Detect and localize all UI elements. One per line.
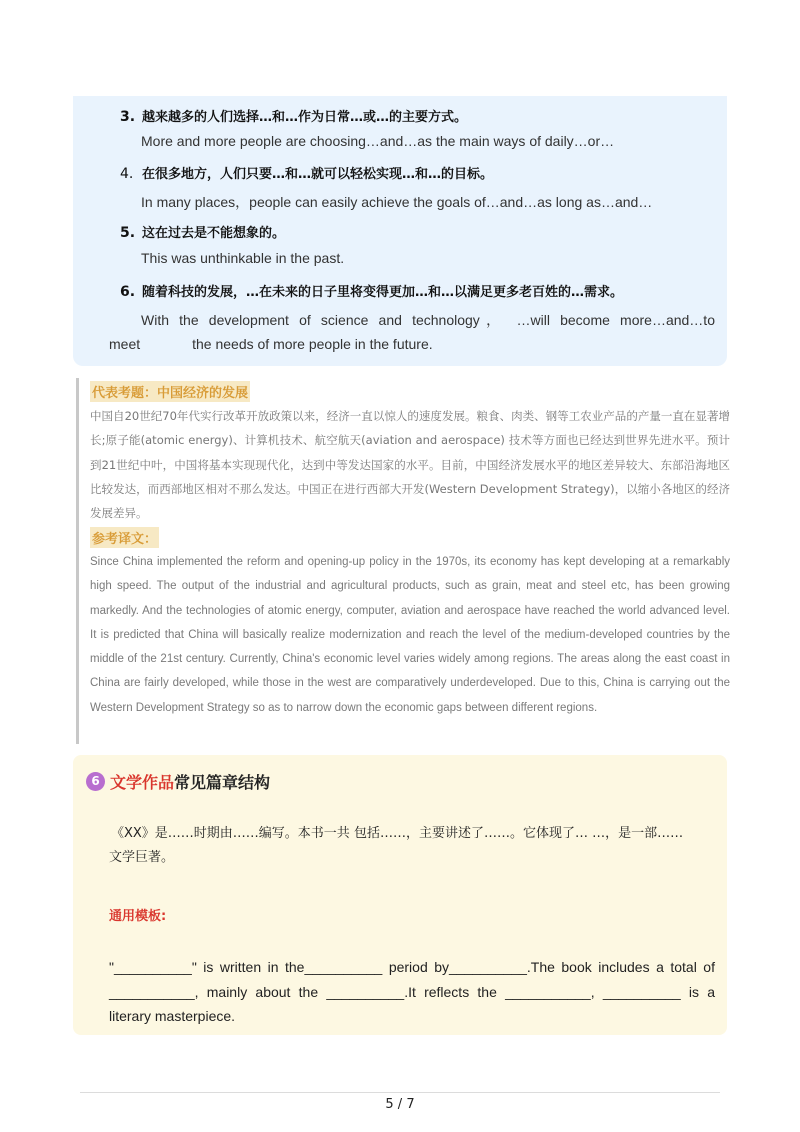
page-number: 5 / 7	[385, 1097, 415, 1112]
sentence-4-en: In many places，people can easily achieve the goals of…and…as long as…and…	[141, 194, 653, 210]
sentence-5-en: This was unthinkable in the past.	[141, 250, 345, 266]
sentence-4-zh: 4. 在很多地方，人们只要…和…就可以轻松实现…和…的目标。	[120, 166, 494, 182]
footer-divider	[80, 1092, 720, 1093]
reference-translation-text: Since China implemented the reform and opening-up policy in the 1970s, its economy has kept developing at a remarkably high speed. The output of the industrial and agricultural products, such as grain, meat and steel etc, has been growing markedly. And the technologies of atomic energy, computer, aviation and aerospace have reached the world advanced level. It is predicted that China will basically realize modernization and reach the level of the medium-developed countries by the middle of the 21st century. Currently, China's economic level varies widely among regions. The areas along the east coast in China are fairly developed, while those in the west are comparatively underdeveloped. Due to this, China is carrying out the Western Development Strategy so as to narrow down the economic gaps between different regions.	[90, 556, 730, 714]
template-text: "__________" is written in the__________ period by__________.The book includes a total of ___________, mainly about the __________.It reflects the ___________, __________ is a literary masterpiece.	[109, 959, 715, 1024]
template-label: 通用模板:	[109, 909, 167, 924]
topic-heading: 代表考题：中国经济的发展	[90, 381, 250, 402]
section-title: 文学作品常见篇章结构	[110, 773, 271, 792]
sentence-6-en: With the development of science and technology， …will become more…and…to meet the needs of more people in the future.	[109, 312, 715, 352]
sentence-pattern-box	[73, 96, 727, 366]
sentence-6-zh: 6. 随着科技的发展，…在未来的日子里将变得更加…和…以满足更多老百姓的…需求。	[120, 284, 624, 300]
exam-topic-section	[76, 378, 728, 744]
sentence-3-zh: 3. 越来越多的人们选择…和…作为日常…或…的主要方式。	[120, 109, 468, 125]
sentence-3-en: More and more people are choosing…and…as the main ways of daily…or…	[141, 133, 615, 149]
literary-structure-box	[73, 755, 727, 1035]
literary-zh-template: 《XX》是……时期由……编写。本书一共 包括……，主要讲述了……。它体现了… …，是一部…… 文学巨著。	[109, 826, 684, 865]
section-number-badge: 6	[86, 772, 105, 791]
reference-translation-heading: 参考译文：	[90, 527, 159, 548]
topic-text: 中国自20世纪70年代实行改革开放政策以来，经济一直以惊人的速度发展。粮食、肉类、钢等工农业产品的产量一直在显著增长;原子能(atomic energy)、计算机技术、航空航天(aviation and aerospace) 技术等方面也已经达到世界先进水平。预计到21世纪中叶，中国将基本实现现代化，达到中等发达国家的水平。目前，中国经济发展水平的地区差异较大、东部沿海地区比较发达，而西部地区相对不那么发达。中国正在进行西部大开发(Western Development Strategy)，以缩小各地区的经济发展差异。	[90, 409, 730, 521]
sentence-5-zh: 5. 这在过去是不能想象的。	[120, 225, 286, 241]
